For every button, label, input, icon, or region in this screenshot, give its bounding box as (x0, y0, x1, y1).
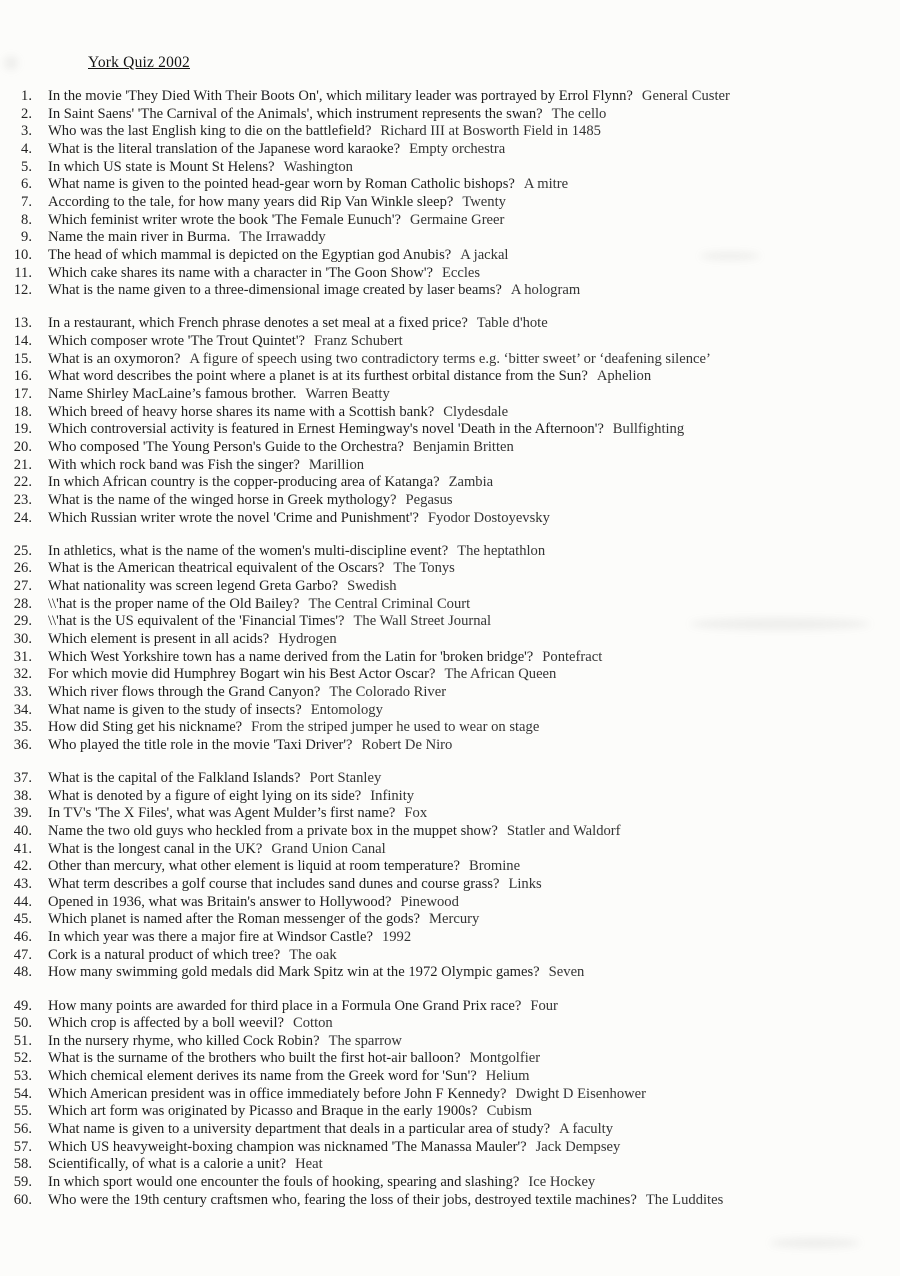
question-answer: Helium (485, 1068, 530, 1085)
question-answer: Hydrogen (278, 631, 337, 648)
question-answer: Entomology (310, 701, 383, 718)
quiz-question-row (0, 386, 900, 404)
quiz-question-row (0, 1174, 900, 1192)
question-text: Which West Yorkshire town has a name derived from the Latin for 'broken bridge'? (48, 648, 534, 665)
question-number: 44. (13, 893, 32, 910)
question-answer: Clydesdale (443, 403, 509, 420)
quiz-question-row (0, 894, 900, 912)
question-text: For which movie did Humphrey Bogart win his Best Actor Oscar? (48, 666, 436, 683)
question-number: 29. (13, 613, 32, 630)
question-text: Which American president was in office immediately before John F Kennedy? (48, 1085, 507, 1102)
question-number: 57. (13, 1138, 32, 1155)
quiz-question-row (0, 666, 900, 684)
question-number: 15. (13, 350, 32, 367)
question-answer: Franz Schubert (313, 333, 403, 350)
question-text: What is the longest canal in the UK? (48, 840, 263, 857)
question-number: 40. (13, 823, 32, 840)
question-number: 27. (13, 578, 32, 595)
question-answer: Washington (283, 158, 353, 175)
question-answer: General Custer (641, 88, 730, 104)
question-answer: The Tonys (393, 560, 455, 577)
quiz-question-row (0, 929, 900, 947)
question-answer: Heat (295, 1156, 323, 1173)
question-text: How did Sting get his nickname? (48, 719, 243, 736)
question-text: In which African country is the copper-producing area of Katanga? (48, 474, 440, 491)
question-text: Opened in 1936, what was Britain's answer to Hollywood? (48, 893, 392, 910)
quiz-question-row (0, 194, 900, 212)
quiz-question-row (0, 1192, 900, 1210)
question-text: What is the name given to a three-dimensional image created by laser beams? (48, 282, 502, 299)
quiz-question-row (0, 421, 900, 439)
question-answer: Zambia (448, 474, 494, 491)
question-text: What is the surname of the brothers who built the first hot-air balloon? (48, 1050, 461, 1067)
quiz-question-row (0, 1033, 900, 1051)
quiz-question-row (0, 596, 900, 614)
quiz-question-row (0, 684, 900, 702)
question-answer: Seven (548, 964, 585, 981)
quiz-question-row (0, 510, 900, 528)
question-number: 34. (13, 701, 32, 718)
quiz-question-row (0, 1139, 900, 1157)
quiz-question-row (0, 404, 900, 422)
quiz-question-row (0, 457, 900, 475)
question-text: In a restaurant, which French phrase denotes a set meal at a fixed price? (48, 315, 468, 332)
question-number: 20. (13, 438, 32, 455)
quiz-question-row (0, 282, 900, 300)
question-text: Name the main river in Burma. (48, 229, 231, 246)
quiz-question-row (0, 719, 900, 737)
question-text: In which year was there a major fire at Windsor Castle? (48, 929, 373, 946)
question-text: \\'hat is the US equivalent of the 'Financial Times'? (48, 613, 345, 630)
question-answer: Statler and Waldorf (506, 823, 621, 840)
question-number: 43. (13, 876, 32, 893)
quiz-question-row (0, 876, 900, 894)
question-text: Who was the last English king to die on the battlefield? (48, 123, 372, 140)
quiz-question-row (0, 823, 900, 841)
quiz-question-row (0, 947, 900, 965)
question-number: 13. (13, 315, 32, 332)
question-answer: A hologram (510, 282, 581, 299)
question-text: Scientifically, of what is a calorie a unit? (48, 1156, 287, 1173)
question-answer: Germaine Greer (409, 211, 505, 228)
quiz-question-row (0, 159, 900, 177)
question-answer: The heptathlon (457, 542, 546, 559)
quiz-question-row (0, 315, 900, 333)
question-text: What is the capital of the Falkland Islands? (48, 770, 301, 787)
question-number: 10. (13, 246, 32, 263)
question-answer: Aphelion (596, 368, 652, 385)
question-text: What word describes the point where a planet is at its furthest orbital distance from the Sun? (48, 368, 588, 385)
question-answer: Grand Union Canal (271, 840, 386, 857)
question-text: Which element is present in all acids? (48, 631, 270, 648)
question-number: 28. (13, 595, 32, 612)
question-text: Which crop is affected by a boll weevil? (48, 1015, 284, 1032)
question-number: 35. (13, 719, 32, 736)
question-answer: Pegasus (405, 491, 453, 508)
quiz-question-row (0, 578, 900, 596)
question-number: 55. (13, 1103, 32, 1120)
question-text: In which sport would one encounter the fouls of hooking, spearing and slashing? (48, 1174, 520, 1191)
question-answer: The Central Criminal Court (308, 595, 471, 612)
question-number: 11. (14, 264, 32, 281)
question-answer: Benjamin Britten (412, 438, 514, 455)
question-answer: Marillion (308, 456, 365, 473)
question-text: What name is given to the pointed head-gear worn by Roman Catholic bishops? (48, 176, 515, 193)
question-answer: Ice Hockey (528, 1174, 596, 1191)
question-text: What nationality was screen legend Greta Garbo? (48, 578, 339, 595)
question-answer: Bromine (469, 858, 521, 875)
question-answer: Twenty (462, 193, 506, 210)
question-number: 25. (13, 542, 32, 559)
quiz-question-row (0, 333, 900, 351)
question-number: 6. (21, 176, 32, 193)
question-text: In TV's 'The X Files', what was Agent Mulder’s first name? (48, 805, 396, 822)
question-number: 1. (21, 88, 32, 104)
question-number: 54. (13, 1085, 32, 1102)
question-number: 33. (13, 684, 32, 700)
question-text: \\'hat is the proper name of the Old Bailey? (48, 595, 300, 612)
question-text: The head of which mammal is depicted on the Egyptian god Anubis? (48, 246, 452, 263)
quiz-question-row (0, 543, 900, 561)
question-number: 3. (21, 123, 32, 140)
question-answer: The Wall Street Journal (353, 613, 492, 630)
question-text: What name is given to a university department that deals in a particular area of study? (48, 1121, 551, 1138)
quiz-question-row (0, 1103, 900, 1121)
quiz-question-row (0, 123, 900, 141)
question-number: 19. (13, 421, 32, 438)
question-text: According to the tale, for how many years did Rip Van Winkle sleep? (48, 193, 454, 210)
quiz-question-row (0, 911, 900, 929)
question-number: 22. (13, 474, 32, 491)
question-number: 14. (13, 333, 32, 350)
quiz-question-row (0, 439, 900, 457)
question-text: Which Russian writer wrote the novel 'Crime and Punishment'? (48, 509, 419, 526)
quiz-question-row (0, 805, 900, 823)
question-answer: The sparrow (328, 1032, 402, 1049)
question-text: Which river flows through the Grand Canyon? (48, 684, 321, 700)
question-answer: Links (508, 876, 542, 893)
question-text: In athletics, what is the name of the women's multi-discipline event? (48, 542, 449, 559)
question-text: Which US heavyweight-boxing champion was nicknamed 'The Manassa Mauler'? (48, 1138, 527, 1155)
question-number: 26. (13, 560, 32, 577)
question-text: Which composer wrote 'The Trout Quintet'? (48, 333, 305, 350)
question-answer: Infinity (370, 787, 415, 804)
question-number: 41. (13, 840, 32, 857)
question-answer: Fox (404, 805, 428, 822)
quiz-question-row (0, 858, 900, 876)
quiz-question-row (0, 1068, 900, 1086)
question-number: 59. (13, 1174, 32, 1191)
question-text: How many swimming gold medals did Mark Spitz win at the 1972 Olympic games? (48, 964, 540, 981)
question-answer: Empty orchestra (409, 140, 506, 157)
question-number: 24. (13, 509, 32, 526)
quiz-question-row (0, 176, 900, 194)
question-number: 46. (13, 929, 32, 946)
question-number: 51. (13, 1032, 32, 1049)
question-text: What is the literal translation of the Japanese word karaoke? (48, 140, 401, 157)
question-answer: Bullfighting (612, 421, 685, 438)
question-text: In the movie 'They Died With Their Boots On', which military leader was portrayed by Errol Flynn? (48, 88, 633, 104)
quiz-question-row (0, 702, 900, 720)
quiz-question-row (0, 841, 900, 859)
question-answer: Four (530, 997, 558, 1014)
quiz-question-list (0, 88, 900, 1209)
question-answer: Port Stanley (309, 770, 382, 787)
question-answer: Richard III at Bosworth Field in 1485 (380, 123, 601, 140)
quiz-question-row (0, 998, 900, 1016)
question-number: 53. (13, 1068, 32, 1085)
quiz-question-row (0, 964, 900, 982)
question-text: Which chemical element derives its name from the Greek word for 'Sun'? (48, 1068, 477, 1085)
quiz-question-row (0, 88, 900, 106)
question-text: How many points are awarded for third place in a Formula One Grand Prix race? (48, 997, 522, 1014)
question-number: 39. (13, 805, 32, 822)
quiz-question-row (0, 737, 900, 755)
question-number: 58. (13, 1156, 32, 1173)
question-number: 52. (13, 1050, 32, 1067)
quiz-question-row (0, 770, 900, 788)
question-number: 32. (13, 666, 32, 683)
question-number: 8. (21, 211, 32, 228)
question-answer: Jack Dempsey (535, 1138, 621, 1155)
question-text: Who played the title role in the movie 'Taxi Driver'? (48, 736, 353, 753)
question-text: Name the two old guys who heckled from a private box in the muppet show? (48, 823, 498, 840)
scan-artifact (770, 1238, 860, 1248)
question-number: 5. (21, 158, 32, 175)
question-number: 42. (13, 858, 32, 875)
question-number: 7. (21, 193, 32, 210)
question-text: Which controversial activity is featured in Ernest Hemingway's novel 'Death in the Afternoon'? (48, 421, 604, 438)
quiz-question-row (0, 492, 900, 510)
question-text: Other than mercury, what other element is liquid at room temperature? (48, 858, 460, 875)
question-text: Which feminist writer wrote the book 'The Female Eunuch'? (48, 211, 401, 228)
question-answer: Cubism (486, 1103, 533, 1120)
question-text: With which rock band was Fish the singer? (48, 456, 300, 473)
question-text: What name is given to the study of insects? (48, 701, 302, 718)
question-text: Which breed of heavy horse shares its name with a Scottish bank? (48, 403, 435, 420)
quiz-question-row (0, 474, 900, 492)
question-answer: Warren Beatty (305, 386, 390, 402)
quiz-question-row (0, 351, 900, 369)
quiz-question-row (0, 1086, 900, 1104)
question-text: What is the American theatrical equivalent of the Oscars? (48, 560, 385, 577)
question-answer: The Luddites (645, 1191, 724, 1208)
quiz-question-row (0, 1050, 900, 1068)
question-text: What is the name of the winged horse in Greek mythology? (48, 491, 397, 508)
question-number: 36. (13, 736, 32, 753)
question-number: 18. (13, 403, 32, 420)
question-answer: The cello (551, 105, 607, 122)
question-answer: A jackal (460, 246, 509, 263)
quiz-question-row (0, 649, 900, 667)
question-answer: Pinewood (400, 893, 459, 910)
quiz-question-row (0, 229, 900, 247)
question-number: 50. (13, 1015, 32, 1032)
question-answer: 1992 (381, 929, 412, 946)
question-answer: A faculty (559, 1121, 613, 1138)
question-number: 9. (21, 229, 32, 246)
question-number: 21. (13, 456, 32, 473)
question-answer: Mercury (429, 911, 480, 928)
quiz-question-row (0, 1015, 900, 1033)
question-answer: The African Queen (444, 666, 557, 683)
question-text: Which art form was originated by Picasso and Braque in the early 1900s? (48, 1103, 478, 1120)
question-answer: From the striped jumper he used to wear on stage (251, 719, 540, 736)
question-answer: A mitre (523, 176, 569, 193)
question-answer: The Colorado River (329, 684, 447, 700)
question-text: In the nursery rhyme, who killed Cock Robin? (48, 1032, 320, 1049)
question-text: Which planet is named after the Roman messenger of the gods? (48, 911, 421, 928)
question-answer: Montgolfier (469, 1050, 541, 1067)
quiz-question-row (0, 631, 900, 649)
question-number: 45. (13, 911, 32, 928)
question-text: What is an oxymoron? (48, 350, 181, 367)
question-answer: Table d'hote (476, 315, 548, 332)
quiz-question-row (0, 613, 900, 631)
question-text: In Saint Saens' 'The Carnival of the Animals', which instrument represents the swan? (48, 105, 543, 122)
quiz-question-row (0, 788, 900, 806)
question-text: Which cake shares its name with a character in 'The Goon Show'? (48, 264, 433, 281)
quiz-question-row (0, 265, 900, 283)
quiz-question-row (0, 247, 900, 265)
question-number: 17. (13, 386, 32, 402)
question-number: 37. (13, 770, 32, 787)
question-text: In which US state is Mount St Helens? (48, 158, 275, 175)
question-number: 38. (13, 787, 32, 804)
question-answer: Robert De Niro (361, 736, 453, 753)
question-answer: The Irrawaddy (239, 229, 326, 246)
quiz-question-row (0, 1121, 900, 1139)
question-text: Cork is a natural product of which tree? (48, 946, 281, 963)
question-number: 12. (13, 282, 32, 299)
question-number: 49. (13, 997, 32, 1014)
question-number: 30. (13, 631, 32, 648)
page-title: York Quiz 2002 (88, 54, 190, 71)
question-number: 4. (21, 140, 32, 157)
question-answer: Eccles (441, 264, 481, 281)
question-answer: Cotton (292, 1015, 333, 1032)
question-number: 16. (13, 368, 32, 385)
question-text: Name Shirley MacLaine’s famous brother. (48, 386, 297, 402)
question-number: 47. (13, 946, 32, 963)
question-answer: A figure of speech using two contradictory terms e.g. ‘bitter sweet’ or ‘deafening silence’ (189, 350, 711, 367)
question-number: 56. (13, 1121, 32, 1138)
quiz-question-row (0, 141, 900, 159)
question-answer: Fyodor Dostoyevsky (427, 509, 550, 526)
quiz-question-row (0, 368, 900, 386)
question-answer: The oak (289, 946, 337, 963)
question-answer: Swedish (347, 578, 397, 595)
quiz-question-row (0, 560, 900, 578)
quiz-question-row (0, 1156, 900, 1174)
question-text: Who composed 'The Young Person's Guide to the Orchestra? (48, 438, 404, 455)
question-text: What term describes a golf course that includes sand dunes and course grass? (48, 876, 500, 893)
question-number: 48. (13, 964, 32, 981)
question-text: What is denoted by a figure of eight lying on its side? (48, 787, 362, 804)
quiz-question-row (0, 106, 900, 124)
question-answer: Pontefract (542, 648, 603, 665)
question-number: 31. (13, 648, 32, 665)
quiz-question-row (0, 212, 900, 230)
question-text: Who were the 19th century craftsmen who, fearing the loss of their jobs, destroyed textile machines? (48, 1191, 637, 1208)
question-answer: Dwight D Eisenhower (515, 1085, 646, 1102)
question-number: 23. (13, 491, 32, 508)
scan-artifact (4, 56, 18, 70)
question-number: 2. (21, 105, 32, 122)
question-number: 60. (13, 1191, 32, 1208)
